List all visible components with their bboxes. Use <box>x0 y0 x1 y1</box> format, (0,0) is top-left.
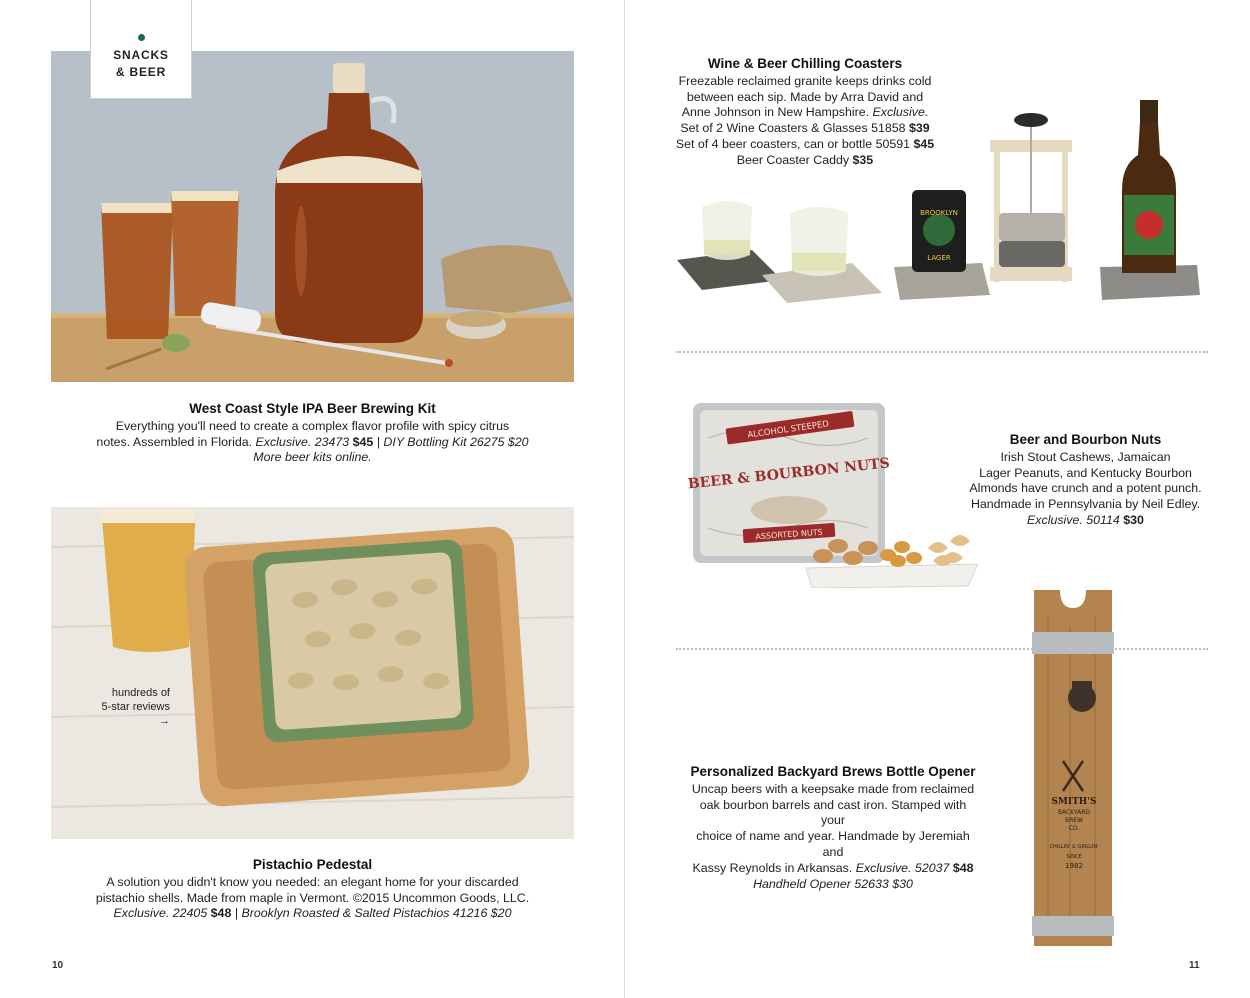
pistachio-desc-3: Exclusive. 22405 $48 | Brooklyn Roasted & Salted Pistachios 41216 $20 <box>113 906 512 921</box>
coasters-line-b: Set of 4 beer coasters, can or bottle 50591 $45 <box>675 136 935 151</box>
can-brand-text: BROOKLYN <box>920 209 958 217</box>
opener-desc-4: Kassy Reynolds in Arkansas. Exclusive. 52037 $48 <box>692 860 974 875</box>
separator-2 <box>676 648 1208 650</box>
plaque-line-2: BACKYARD <box>1057 809 1091 816</box>
nuts-title: Beer and Bourbon Nuts <box>1009 432 1162 447</box>
nuts-desc-5: Exclusive. 50114 $30 <box>1027 512 1144 527</box>
plaque-line-1: SMITH'S <box>1051 797 1097 807</box>
section-badge <box>90 0 192 99</box>
coasters-desc-2: between each sip. Made by Arra David and <box>686 89 924 104</box>
nuts-desc-4: Handmade in Pennsylvania by Neil Edley. <box>970 497 1201 512</box>
plaque-line-4: CO. <box>1068 825 1080 832</box>
opener-caption <box>688 764 978 892</box>
pistachio-photo <box>51 507 574 839</box>
nuts-caption <box>968 432 1203 529</box>
page-number-right: 11 <box>1189 960 1200 971</box>
coasters-photo <box>672 95 1202 310</box>
ipa-kit-caption <box>60 401 565 466</box>
arrow-right-icon: → <box>159 715 170 727</box>
plaque-line-6: SINCE <box>1066 854 1082 860</box>
opener-desc-5: Handheld Opener 52633 $30 <box>753 876 913 891</box>
page-gutter <box>624 0 625 998</box>
badge-line-2: & BEER <box>115 65 167 79</box>
ipa-kit-desc-2: notes. Assembled in Florida. Exclusive. 23473 $45 | DIY Bottling Kit 26275 $20 <box>96 434 529 449</box>
opener-desc-1: Uncap beers with a keepsake made from reclaimed <box>691 781 975 796</box>
ipa-kit-photo <box>51 51 574 382</box>
pistachio-title: Pistachio Pedestal <box>252 857 373 872</box>
reviews-note-line-2: 5-star reviews <box>101 701 170 713</box>
coasters-desc-3: Anne Johnson in New Hampshire. Exclusive. <box>681 105 929 120</box>
opener-photo <box>1030 586 1116 950</box>
coasters-desc-1: Freezable reclaimed granite keeps drinks cold <box>678 73 932 88</box>
tin-bottom-text: ASSORTED NUTS <box>755 527 824 542</box>
nuts-desc-3: Almonds have crunch and a potent punch. <box>969 481 1202 496</box>
badge-line-1: SNACKS <box>113 48 169 62</box>
page-number-left: 10 <box>52 960 64 971</box>
badge-dot-icon <box>138 34 145 41</box>
ipa-kit-desc-3: More beer kits online. <box>253 450 372 465</box>
opener-desc-2: oak bourbon barrels and cast iron. Stamped with your <box>699 797 967 828</box>
plaque-line-7: 1982 <box>1065 862 1083 870</box>
separator-1 <box>676 351 1208 353</box>
plaque-line-3: BREW <box>1064 817 1084 824</box>
nuts-desc-2: Lager Peanuts, and Kentucky Bourbon <box>979 465 1192 480</box>
tin-main-text: BEER & BOURBON NUTS <box>688 455 891 493</box>
pistachio-caption <box>60 857 565 922</box>
coasters-line-c: Beer Coaster Caddy $35 <box>736 152 874 167</box>
plaque-line-5: CHILLIN' & GRILLIN' <box>1049 844 1099 850</box>
reviews-note <box>92 686 170 728</box>
ipa-kit-title: West Coast Style IPA Beer Brewing Kit <box>189 401 436 416</box>
coasters-title: Wine & Beer Chilling Coasters <box>707 56 903 71</box>
pistachio-desc-2: pistachio shells. Made from maple in Vermont. ©2015 Uncommon Goods, LLC. <box>95 890 530 905</box>
reviews-note-line-1: hundreds of <box>111 687 170 699</box>
nuts-photo <box>688 398 980 588</box>
can-type-text: LAGER <box>927 254 951 262</box>
tin-top-text: ALCOHOL STEEPED <box>746 419 830 441</box>
pistachio-desc-1: A solution you didn't know you needed: an elegant home for your discarded <box>106 874 519 889</box>
coasters-line-a: Set of 2 Wine Coasters & Glasses 51858 $39 <box>680 121 930 136</box>
ipa-kit-desc-1: Everything you'll need to create a complex flavor profile with spicy citrus <box>115 418 510 433</box>
opener-title: Personalized Backyard Brews Bottle Opener <box>690 764 976 779</box>
opener-desc-3: choice of name and year. Handmade by Jeremiah and <box>696 829 970 859</box>
nuts-desc-1: Irish Stout Cashews, Jamaican <box>1000 449 1171 464</box>
